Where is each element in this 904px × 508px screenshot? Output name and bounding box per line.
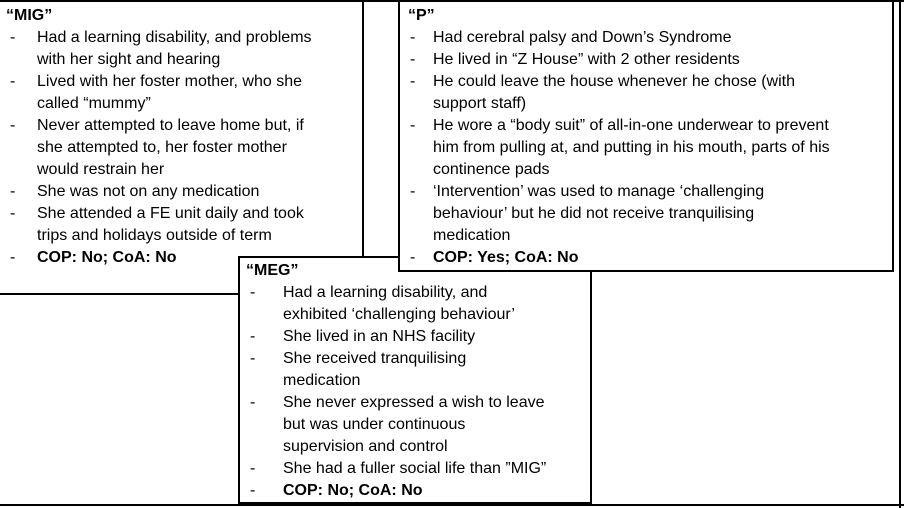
bullet-text: She had a fuller social life than ”MIG” xyxy=(283,460,547,477)
bullet-marker: - xyxy=(10,29,16,46)
case-title-meg: “MEG” xyxy=(246,262,299,279)
bullet-text: ‘Intervention’ was used to manage ‘challenging behaviour’ but he did not receive tranquilising medication xyxy=(433,183,765,244)
bullet-list xyxy=(240,282,590,502)
bullet-text: She was not on any medication xyxy=(37,183,260,200)
bullet-text: Had cerebral palsy and Down’s Syndrome xyxy=(433,29,732,46)
bullet-text: He wore a “body suit” of all-in-one underwear to prevent him from pulling at, and putting in his mouth, parts of his continence pads xyxy=(433,117,830,178)
bullet-marker: - xyxy=(250,328,256,345)
bullet-text: She attended a FE unit daily and took trips and holidays outside of term xyxy=(37,205,304,244)
bullet-item xyxy=(400,181,892,247)
bullet-text: Lived with her foster mother, who she called “mummy” xyxy=(37,73,303,112)
bullet-item xyxy=(240,348,590,392)
bullet-item xyxy=(400,247,892,269)
bullet-marker: - xyxy=(250,394,256,411)
bullet-marker: - xyxy=(10,183,16,200)
bullet-item xyxy=(0,203,362,247)
bullet-marker: - xyxy=(250,284,256,301)
bullet-text: Never attempted to leave home but, if she attempted to, her foster mother would restrain her xyxy=(37,117,304,178)
case-title-p: “P” xyxy=(408,7,435,24)
bullet-item xyxy=(400,71,892,115)
bullet-list xyxy=(400,27,892,269)
bullet-item xyxy=(0,27,362,71)
bullet-marker: - xyxy=(10,205,16,222)
bullet-text: COP: No; CoA: No xyxy=(283,482,423,499)
bullet-marker: - xyxy=(10,73,16,90)
bullet-text: She received tranquilising medication xyxy=(283,350,467,389)
bullet-item xyxy=(240,458,590,480)
bullet-text: Had a learning disability, and problems with her sight and hearing xyxy=(37,29,312,68)
bullet-marker: - xyxy=(10,249,16,266)
bullet-marker: - xyxy=(410,249,416,266)
slide-border-right xyxy=(899,0,901,508)
case-box-meg xyxy=(238,256,592,504)
bullet-text: COP: Yes; CoA: No xyxy=(433,249,579,266)
bullet-item xyxy=(240,282,590,326)
bullet-text: Had a learning disability, and exhibited ‘challenging behaviour’ xyxy=(283,284,515,323)
slide-border-top xyxy=(0,0,904,2)
bullet-item xyxy=(0,115,362,181)
bullet-item xyxy=(400,27,892,49)
bullet-marker: - xyxy=(250,350,256,367)
bullet-marker: - xyxy=(410,51,416,68)
bullet-item xyxy=(240,480,590,502)
case-box-mig xyxy=(0,0,364,295)
bullet-marker: - xyxy=(410,117,416,134)
bullet-marker: - xyxy=(410,73,416,90)
bullet-item xyxy=(400,115,892,181)
bullet-item xyxy=(240,326,590,348)
bullet-text: She never expressed a wish to leave but was under continuous supervision and control xyxy=(283,394,545,455)
bullet-marker: - xyxy=(10,117,16,134)
bullet-item xyxy=(0,181,362,203)
bullet-marker: - xyxy=(410,29,416,46)
bullet-list xyxy=(0,27,362,269)
bullet-text: COP: No; CoA: No xyxy=(37,249,177,266)
bullet-item xyxy=(240,392,590,458)
case-title-mig: “MIG” xyxy=(6,7,53,24)
bullet-marker: - xyxy=(250,460,256,477)
bullet-text: He could leave the house whenever he chose (with support staff) xyxy=(433,73,795,112)
slide-border-bottom xyxy=(0,504,904,506)
case-box-p xyxy=(398,0,894,272)
bullet-text: He lived in “Z House” with 2 other residents xyxy=(433,51,740,68)
bullet-item xyxy=(0,71,362,115)
bullet-marker: - xyxy=(410,183,416,200)
bullet-marker: - xyxy=(250,482,256,499)
bullet-text: She lived in an NHS facility xyxy=(283,328,476,345)
bullet-item xyxy=(400,49,892,71)
